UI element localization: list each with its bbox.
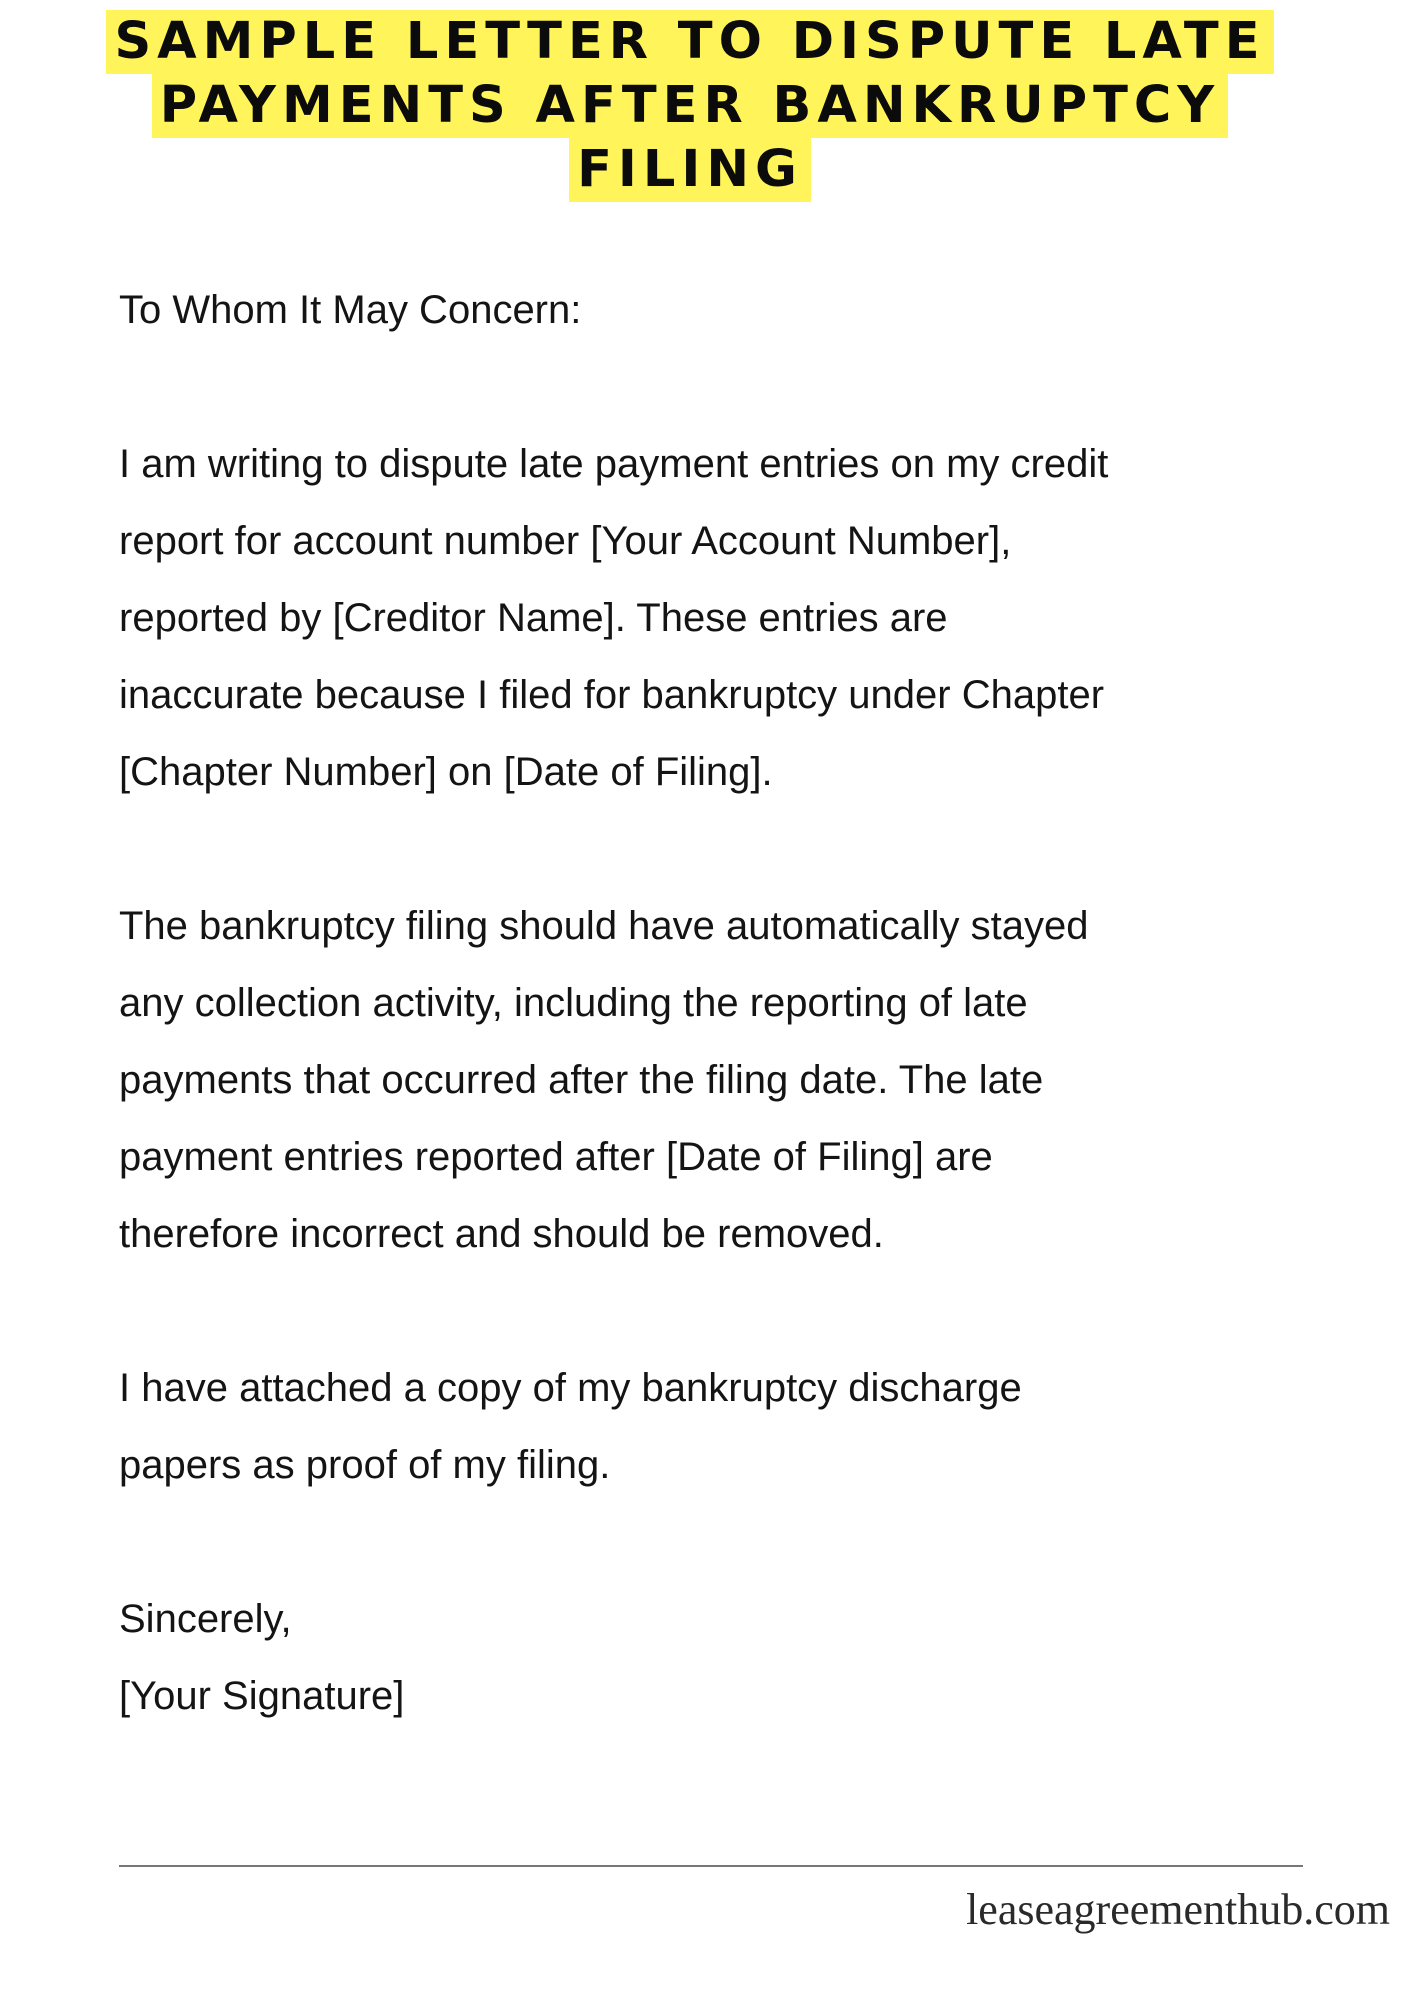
paragraph-spacer (119, 1504, 1359, 1581)
paragraph-line: therefore incorrect and should be removed. (119, 1212, 884, 1256)
signature-placeholder: [Your Signature] (119, 1674, 405, 1718)
paragraph-spacer (119, 349, 1359, 426)
paragraph-line: any collection activity, including the reporting of late (119, 981, 1028, 1025)
closing: Sincerely, (119, 1597, 292, 1641)
salutation: To Whom It May Concern: (119, 288, 582, 332)
paragraph-line: reported by [Creditor Name]. These entries are (119, 596, 948, 640)
paragraph-spacer (119, 1273, 1359, 1350)
paragraph-line: report for account number [Your Account Number], (119, 519, 1012, 563)
letter-title (0, 10, 1380, 202)
paragraph-spacer (119, 811, 1359, 888)
letter-body (119, 272, 1359, 1735)
paragraph-line: inaccurate because I filed for bankruptcy under Chapter (119, 673, 1105, 717)
title-line-2: PAYMENTS AFTER BANKRUPTCY (152, 74, 1228, 138)
paragraph-line: payment entries reported after [Date of Filing] are (119, 1135, 993, 1179)
paragraph-line: The bankruptcy filing should have automatically stayed (119, 904, 1089, 948)
paragraph-line: I have attached a copy of my bankruptcy discharge (119, 1366, 1022, 1410)
paragraph-1 (119, 426, 1359, 811)
paragraph-line: [Chapter Number] on [Date of Filing]. (119, 750, 773, 794)
paragraph-2 (119, 888, 1359, 1273)
paragraph-line: I am writing to dispute late payment entries on my credit (119, 442, 1109, 486)
paragraph-line: payments that occurred after the filing date. The late (119, 1058, 1044, 1102)
paragraph-3 (119, 1350, 1359, 1504)
paragraph-line: papers as proof of my filing. (119, 1443, 611, 1487)
title-line-1: SAMPLE LETTER TO DISPUTE LATE (106, 10, 1273, 74)
title-line-3: FILING (569, 138, 811, 202)
footer-divider (119, 1865, 1303, 1867)
website-watermark: leaseagreementhub.com (966, 1885, 1390, 1934)
